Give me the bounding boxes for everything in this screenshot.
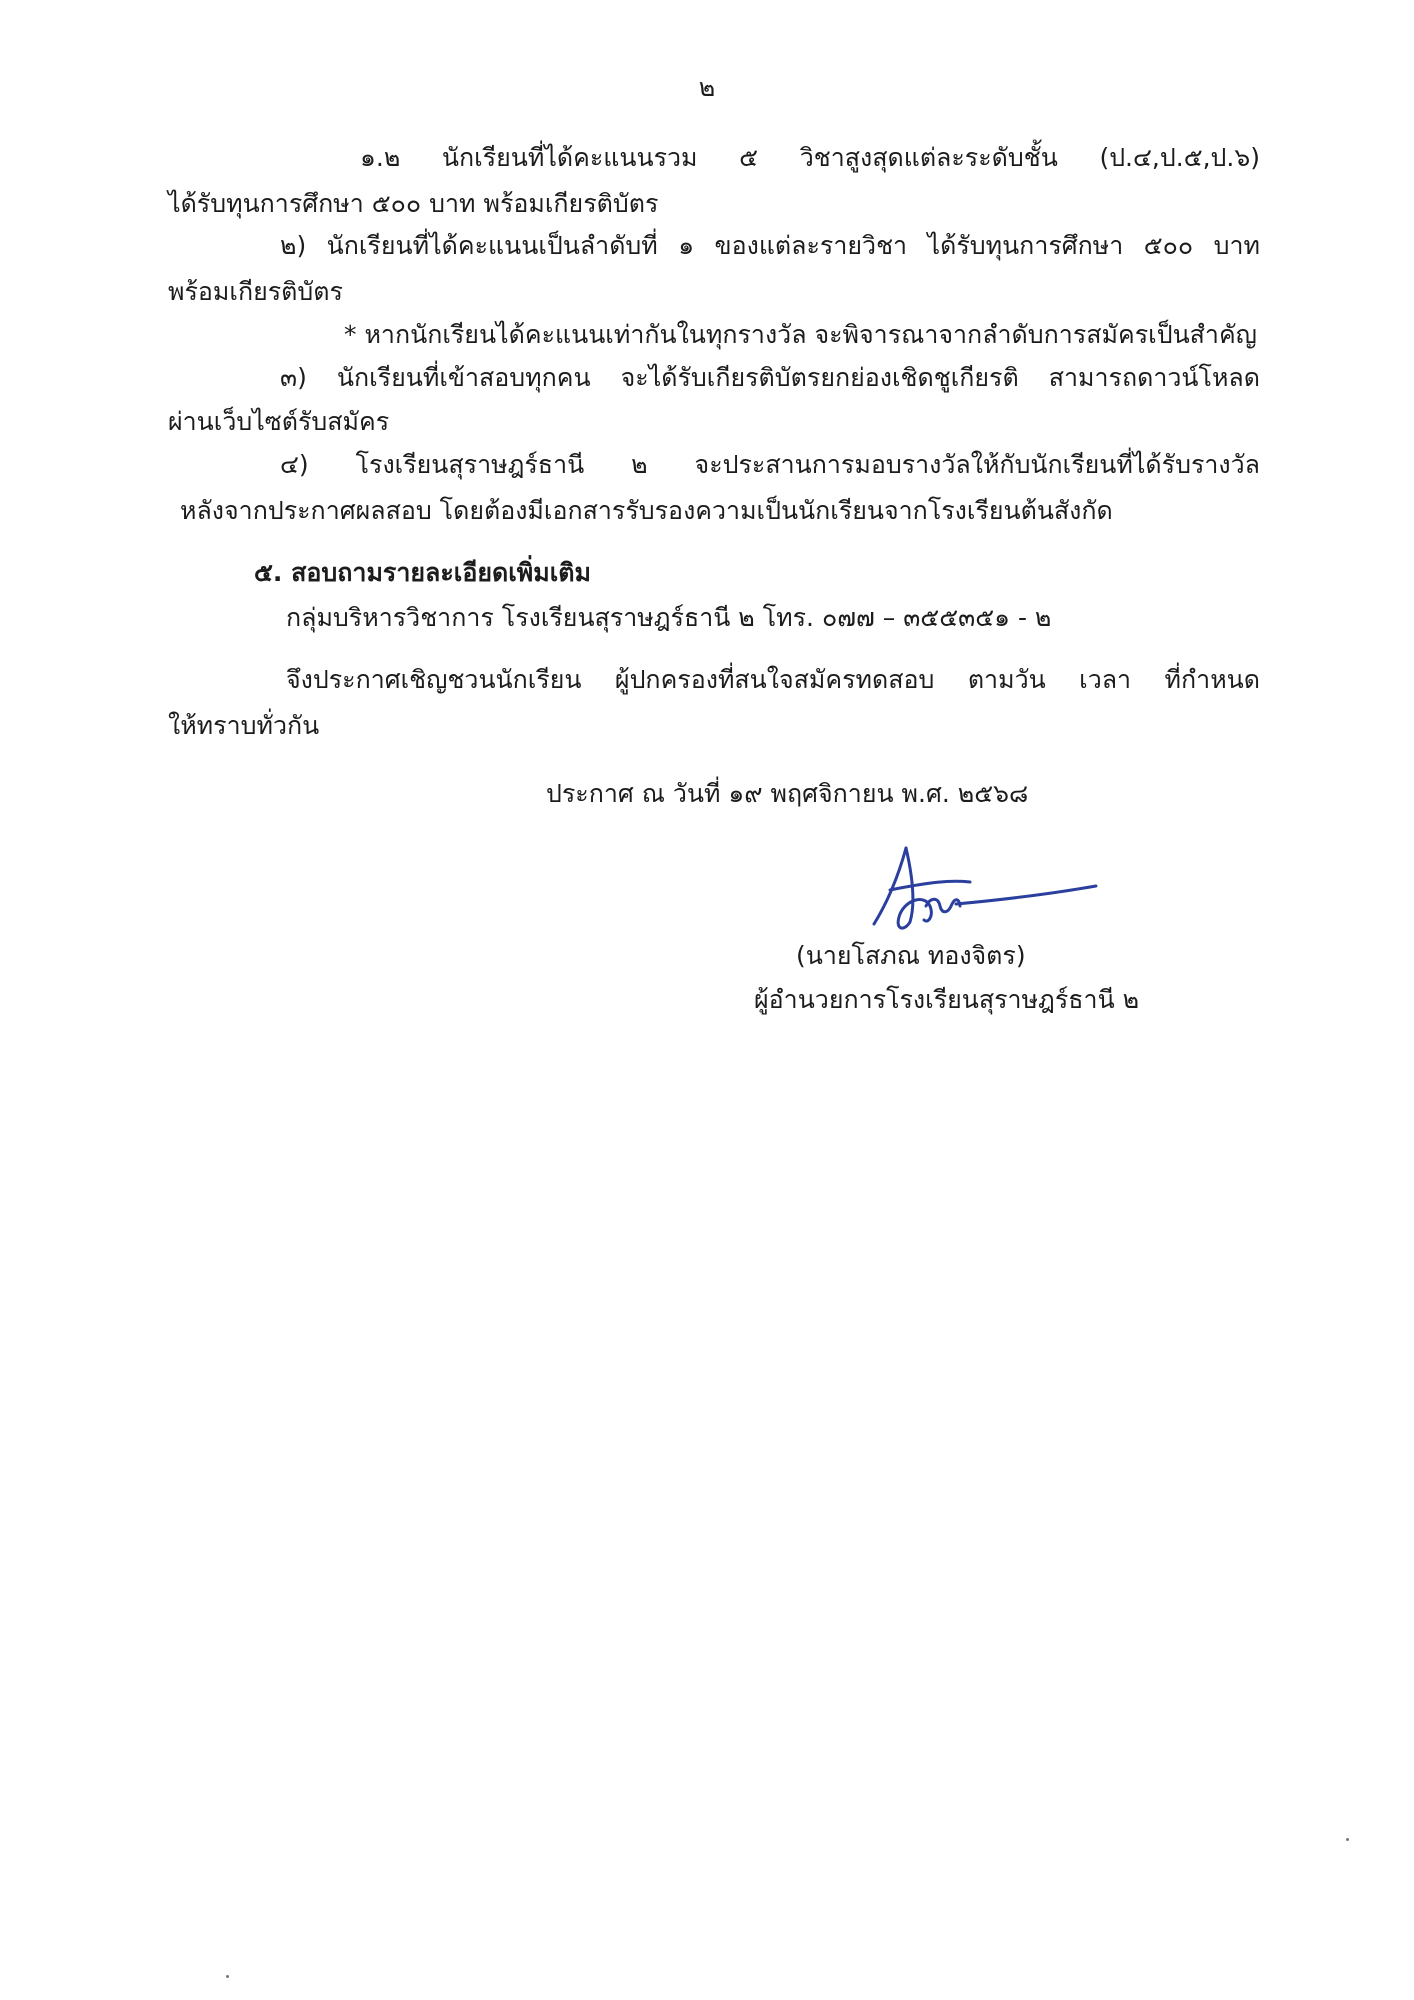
announcement-date: ประกาศ ณ วันที่ ๑๙ พฤศจิกายน พ.ศ. ๒๕๖๘ <box>546 779 1029 808</box>
item-1-2-line-2: ได้รับทุนการศึกษา ๕๐๐ บาท พร้อมเกียรติบัตร <box>168 189 659 218</box>
section-5-contact: กลุ่มบริหารวิชาการ โรงเรียนสุราษฎร์ธานี ๒ โทร. ๐๗๗ – ๓๕๕๓๕๑ - ๒ <box>286 603 1052 632</box>
scan-speck <box>226 1975 229 1978</box>
item-2-line-1: ๒) นักเรียนที่ได้คะแนนเป็นลำดับที่ ๑ ของแต่ละรายวิชา ได้รับทุนการศึกษา ๕๐๐ บาท <box>280 231 1260 260</box>
signatory-title: ผู้อำนวยการโรงเรียนสุราษฎร์ธานี ๒ <box>754 985 1140 1014</box>
item-1-2-line-1: ๑.๒ นักเรียนที่ได้คะแนนรวม ๕ วิชาสูงสุดแต่ละระดับชั้น (ป.๔,ป.๕,ป.๖) <box>360 143 1260 172</box>
scan-speck <box>1346 1838 1349 1841</box>
signature-image <box>860 840 1100 940</box>
item-3-line-2: ผ่านเว็บไซต์รับสมัคร <box>168 407 390 436</box>
signatory-name: (นายโสภณ ทองจิตร) <box>796 941 1026 970</box>
closing-line-1: จึงประกาศเชิญชวนนักเรียน ผู้ปกครองที่สนใจสมัครทดสอบ ตามวัน เวลา ที่กำหนด <box>286 665 1260 694</box>
item-3-line-1: ๓) นักเรียนที่เข้าสอบทุกคน จะได้รับเกียรติบัตรยกย่องเชิดชูเกียรติ สามารถดาวน์โหลด <box>280 363 1260 392</box>
closing-line-2: ให้ทราบทั่วกัน <box>168 711 320 740</box>
item-4-line-1: ๔) โรงเรียนสุราษฎร์ธานี ๒ จะประสานการมอบรางวัลให้กับนักเรียนที่ได้รับรางวัล <box>280 450 1260 479</box>
item-2-line-2: พร้อมเกียรติบัตร <box>168 277 343 306</box>
section-5-heading: ๕. สอบถามรายละเอียดเพิ่มเติม <box>254 558 591 587</box>
tie-note: * หากนักเรียนได้คะแนนเท่ากันในทุกรางวัล จะพิจารณาจากลำดับการสมัครเป็นสำคัญ <box>344 320 1257 349</box>
page-number: ๒ <box>698 73 716 102</box>
item-4-line-2: หลังจากประกาศผลสอบ โดยต้องมีเอกสารรับรองความเป็นนักเรียนจากโรงเรียนต้นสังกัด <box>180 496 1113 525</box>
